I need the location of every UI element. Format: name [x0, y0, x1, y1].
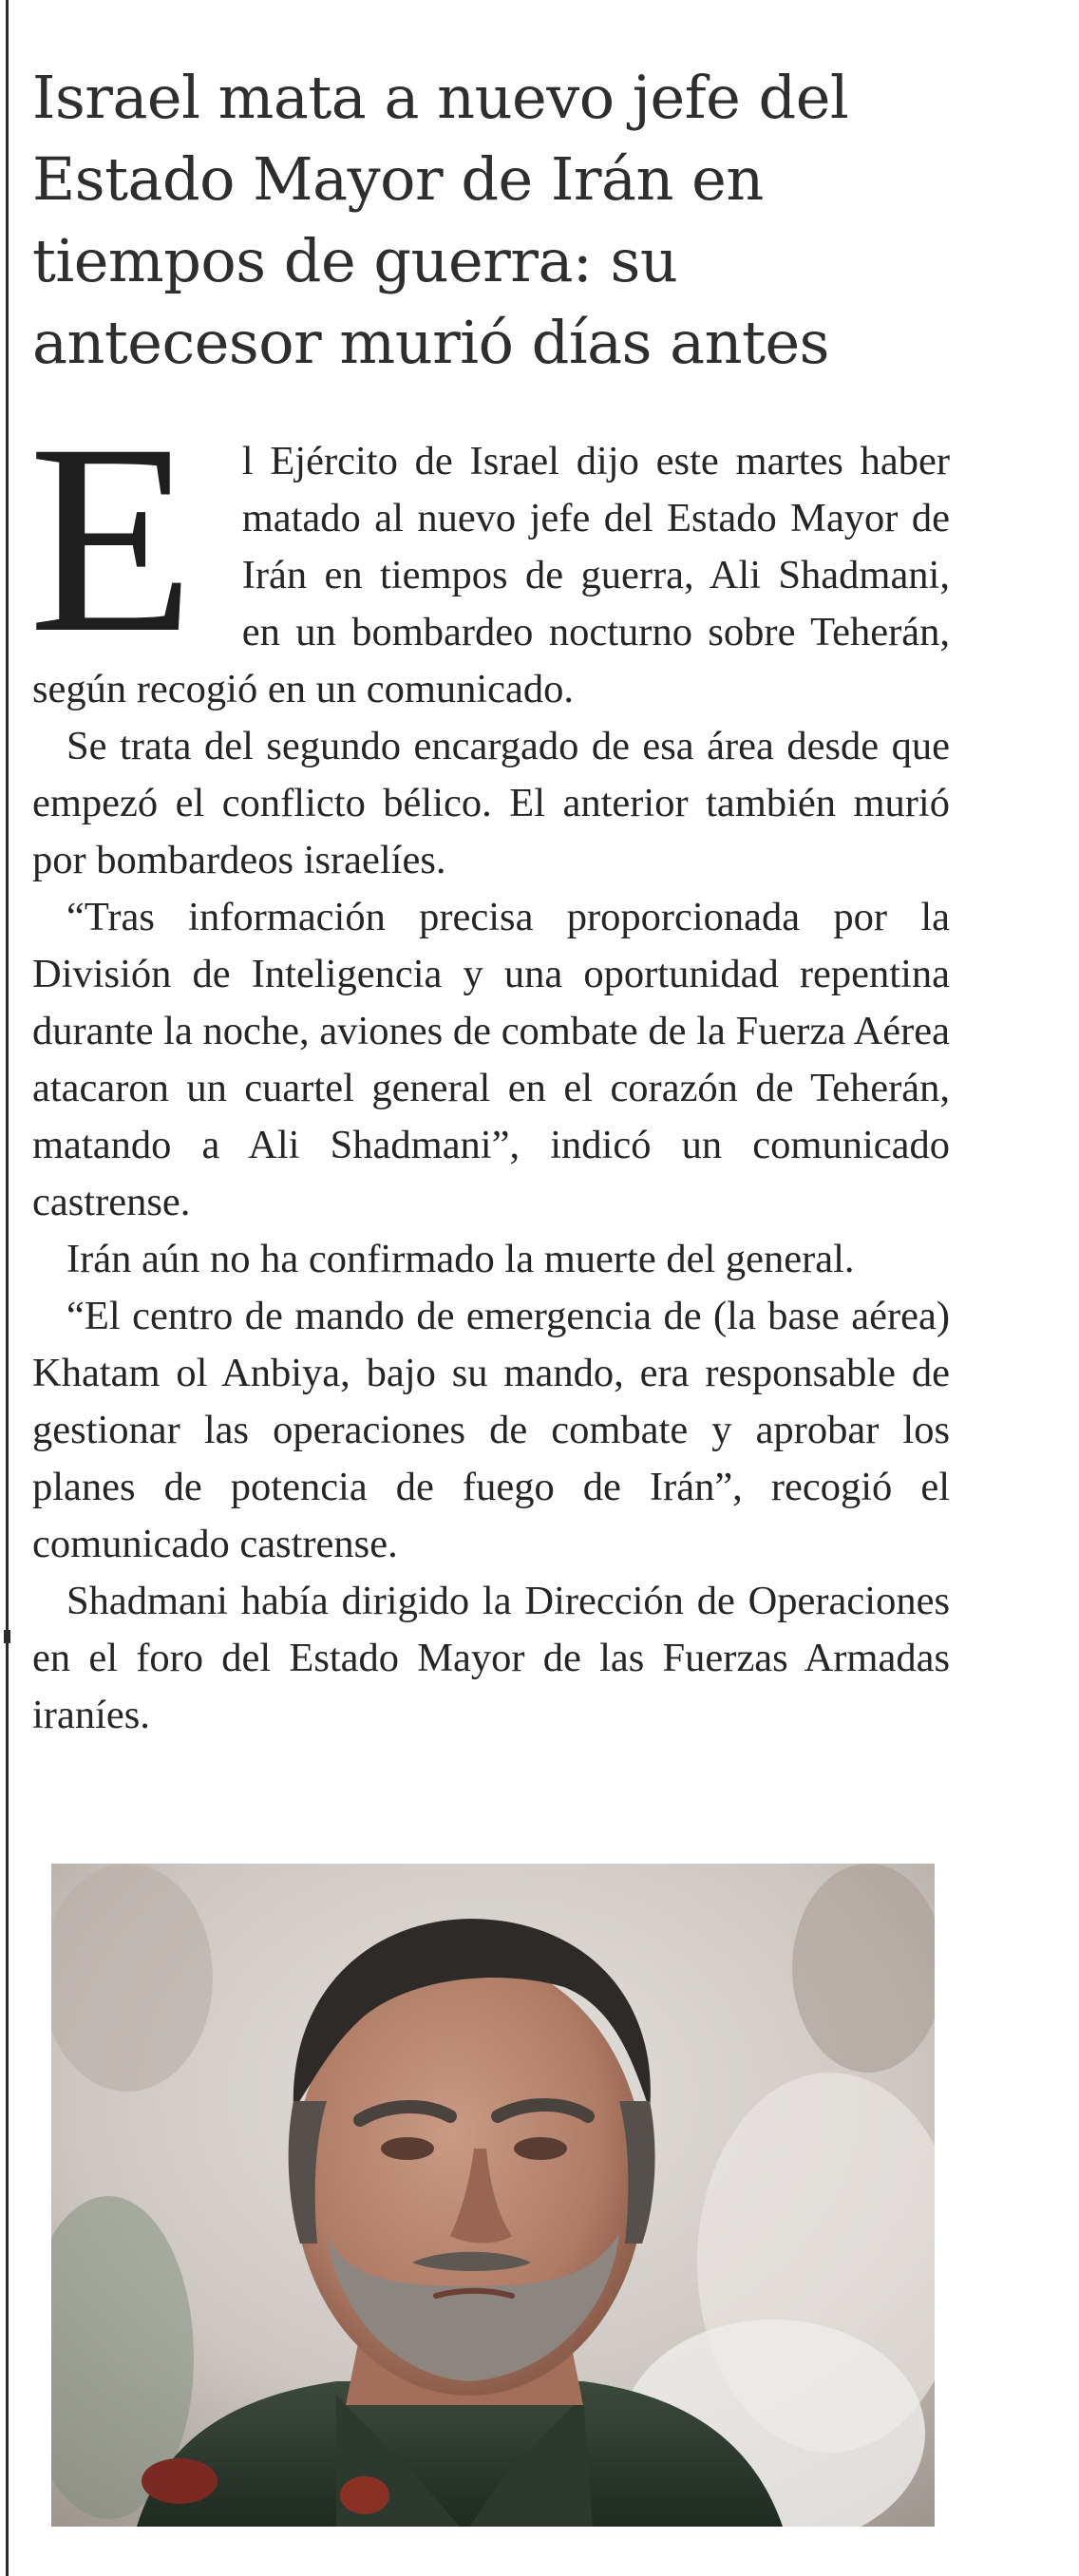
paragraph-text: l Ejército de Israel dijo este martes haber matado al nuevo jefe del Estado Mayor de Irán en tiempos de guerra, Ali Shadmani, en un bombardeo nocturno sobre Teherán, según recogió en un comunicado.	[32, 439, 950, 711]
portrait-photo	[51, 1864, 935, 2527]
column-rule-tick	[4, 1630, 10, 1643]
paragraph-lead	[28, 388, 950, 718]
left-column-rule	[6, 0, 9, 2576]
paragraph: “El centro de mando de emergencia de (la base aérea) Khatam ol Anbiya, bajo su mando, era responsable de gestionar las operaciones de combate y aprobar los planes de potencia de fuego de Irán”, recogió el comunicado castrense.	[32, 1294, 950, 1566]
article	[28, 57, 950, 1744]
paragraph: Shadmani había dirigido la Dirección de Operaciones en el foro del Estado Mayor de las Fuerzas Armadas iraníes.	[32, 1579, 950, 1737]
headline: Israel mata a nuevo jefe del Estado Mayor de Irán en tiempos de guerra: su antecesor murió días antes	[32, 63, 849, 377]
dropcap: E	[28, 388, 195, 689]
paragraph: “Tras información precisa proporcionada por la División de Inteligencia y una oportunidad repentina durante la noche, aviones de combate de la Fuerza Aérea atacaron un cuartel general en el corazón de Teherán, matando a Ali Shadmani”, indicó un comunicado castrense.	[32, 895, 950, 1224]
article-body	[28, 388, 950, 1744]
portrait-photo-illustration	[51, 1864, 935, 2527]
paragraph: Se trata del segundo encargado de esa área desde que empezó el conflicto bélico. El anterior también murió por bombardeos israelíes.	[32, 724, 950, 882]
paragraph: Irán aún no ha confirmado la muerte del general.	[66, 1237, 855, 1281]
